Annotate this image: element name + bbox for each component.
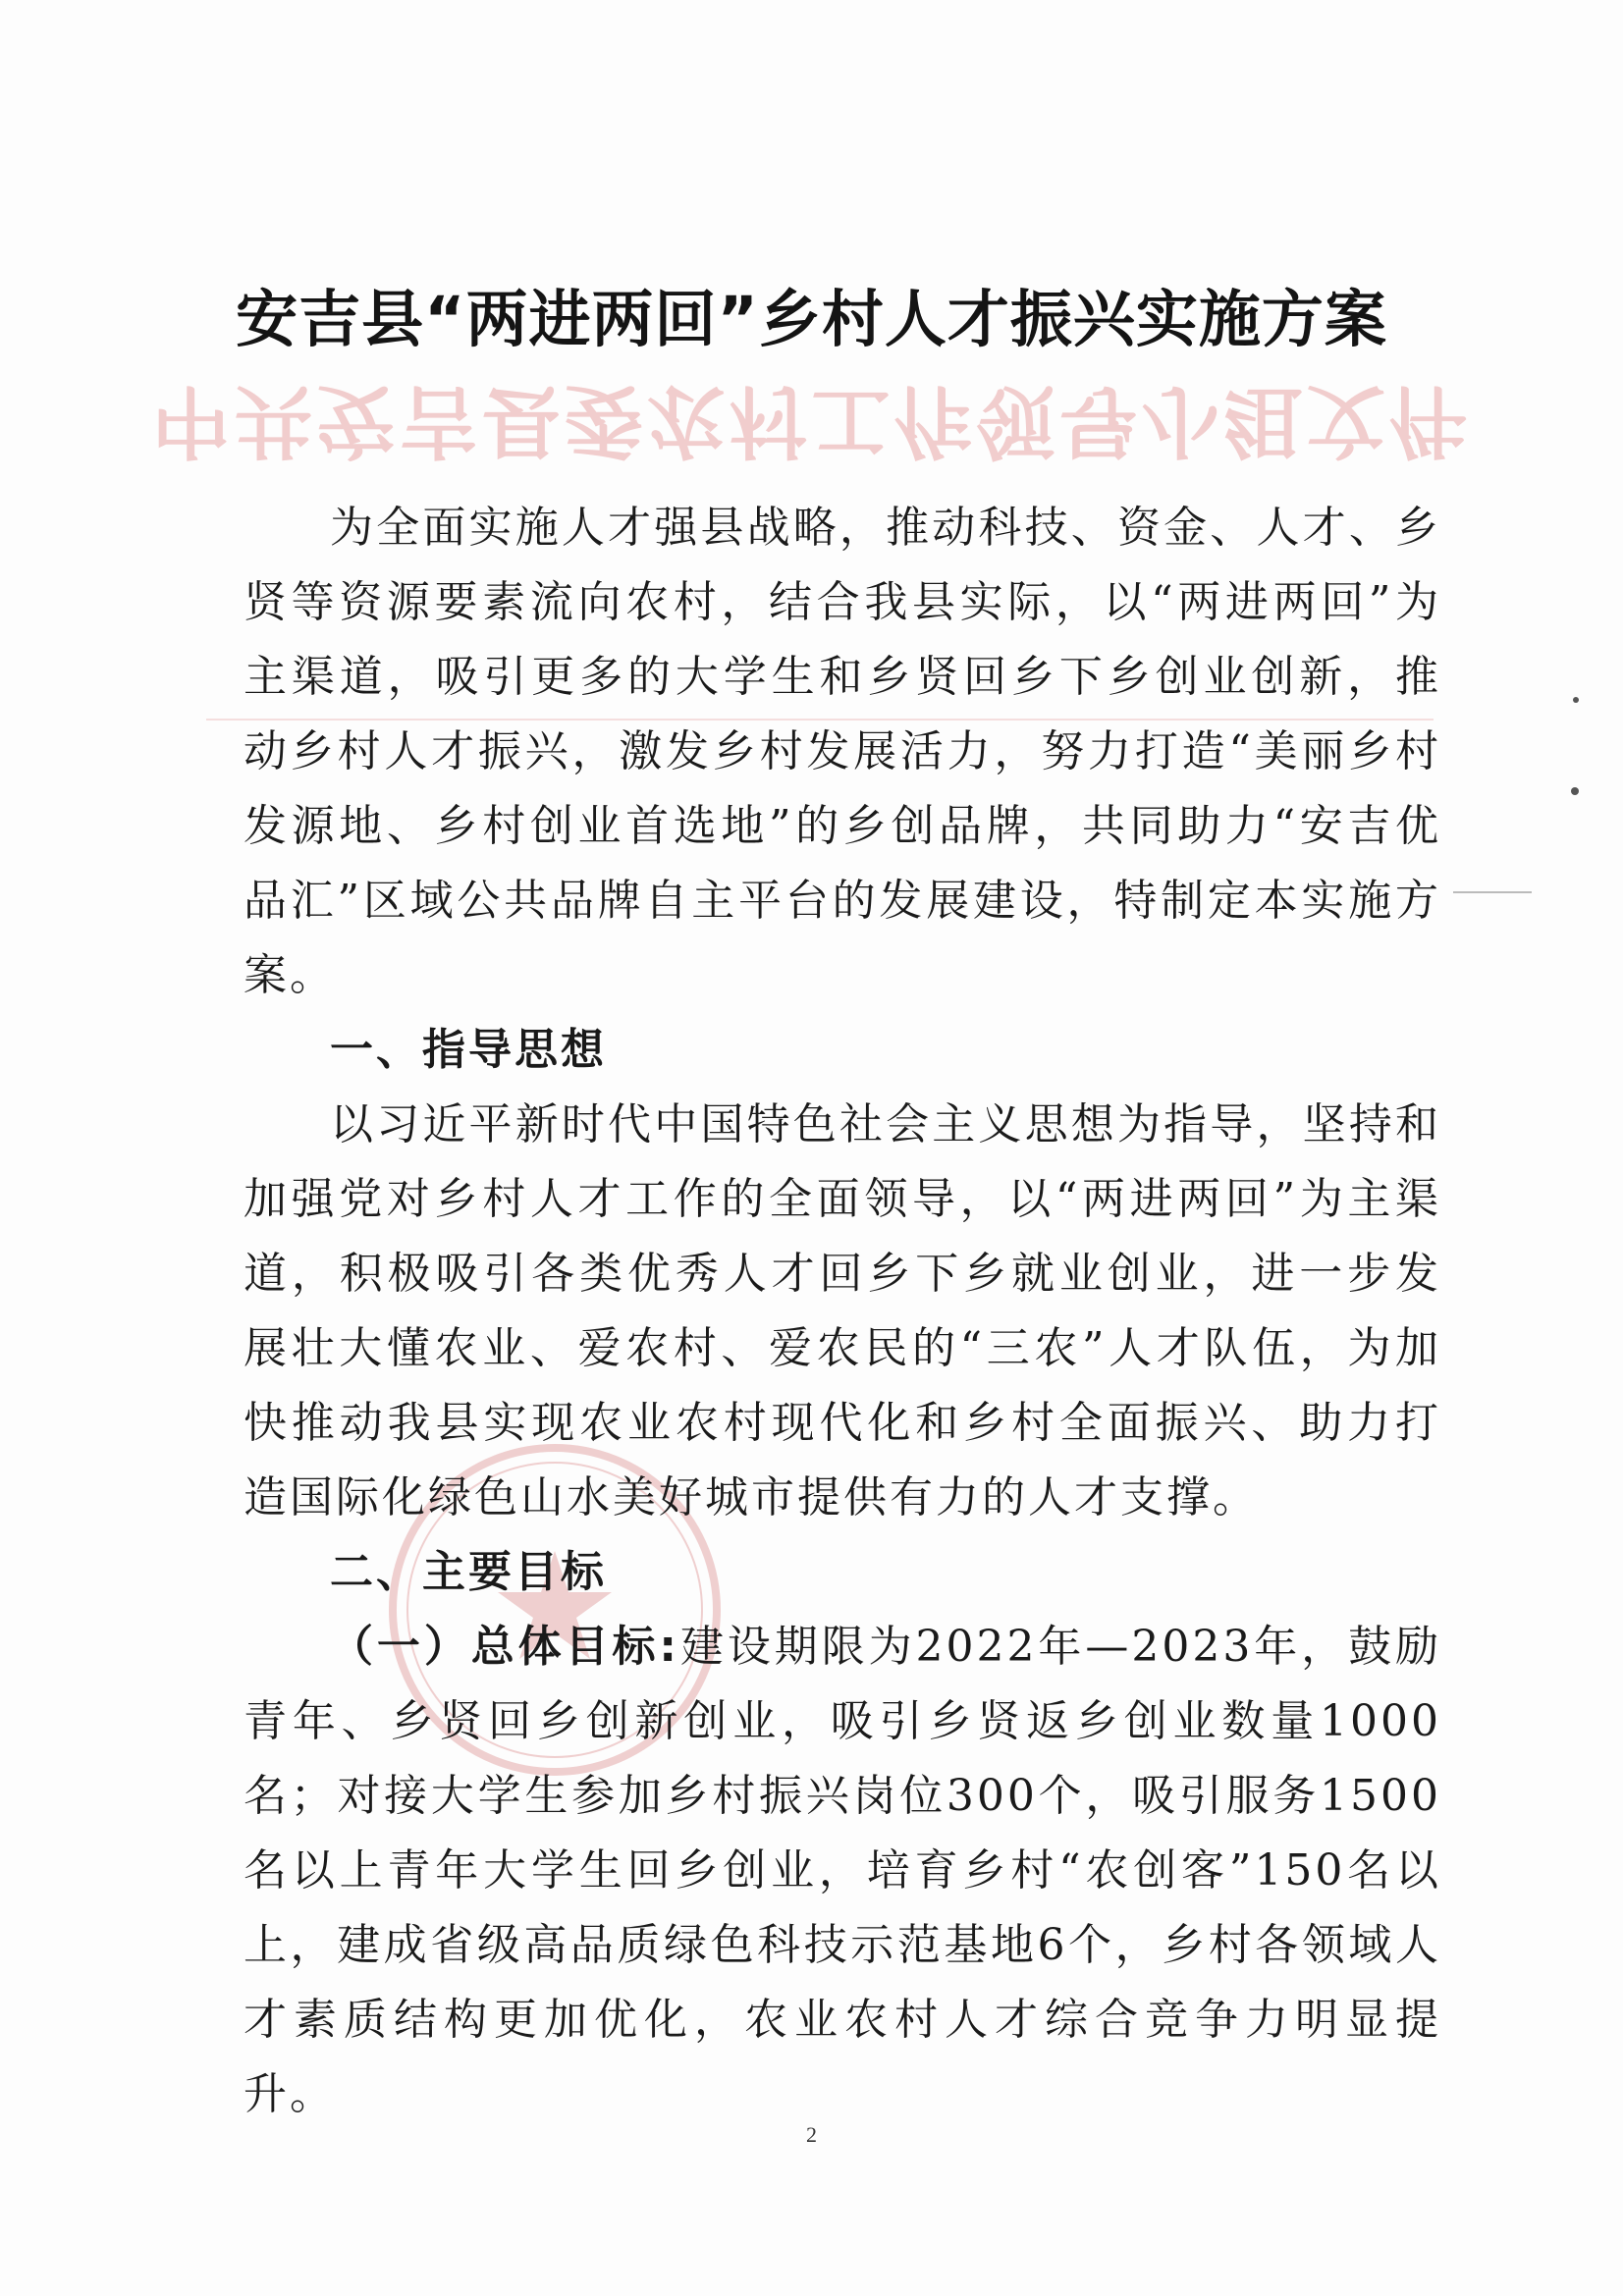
overall-goals-paragraph bbox=[243, 1610, 1441, 2132]
scan-line-mark bbox=[1453, 889, 1532, 895]
scan-dot-icon bbox=[1571, 695, 1581, 705]
scan-dot-icon bbox=[1569, 785, 1581, 797]
document-title: 安吉县“两进两回”乡村人才振兴实施方案 bbox=[236, 284, 1387, 355]
guiding-ideology-paragraph: 以习近平新时代中国特色社会主义思想为指导，坚持和加强党对乡村人才工作的全面领导，以“两进两回”为主渠道，积极吸引各类优秀人才回乡下乡就业创业，进一步发展壮大懂农业、爱农村、爱农民的“三农”人才队伍，为加快推动我县实现农业农村现代化和乡村全面振兴、助力打造国际化绿色山水美好城市提供有力的人才支撑。 bbox=[243, 1099, 1441, 1522]
overall-goals-text: 建设期限为2022年—2023年，鼓励青年、乡贤回乡创新创业，吸引乡贤返乡创业数量1000名；对接大学生参加乡村振兴岗位300个，吸引服务1500名以上青年大学生回乡创业，培育乡村“农创客”150名以上，建成省级高品质绿色科技示范基地6个，乡村各领域人才素质结构更加优化，农业农村人才综合竞争力明显提升。 bbox=[243, 1622, 1441, 2119]
page-number: 2 bbox=[806, 2122, 817, 2147]
watermark-text: 中共安吉县委农村工作领导小组文件 bbox=[151, 375, 1472, 467]
overall-goals-heading: （一）总体目标: bbox=[330, 1622, 680, 1672]
intro-paragraph: 为全面实施人才强县战略，推动科技、资金、人才、乡贤等资源要素流向农村，结合我县实际，以“两进两回”为主渠道，吸引更多的大学生和乡贤回乡下乡创业创新，推动乡村人才振兴，激发乡村发展活力，努力打造“美丽乡村发源地、乡村创业首选地”的乡创品牌，共同助力“安吉优品汇”区域公共品牌自主平台的发展建设，特制定本实施方案。 bbox=[243, 503, 1441, 1000]
section-heading-guiding-ideology: 一、指导思想 bbox=[330, 1025, 607, 1075]
section-heading-main-goals: 二、主要目标 bbox=[330, 1547, 607, 1597]
document-body bbox=[243, 491, 1441, 2132]
